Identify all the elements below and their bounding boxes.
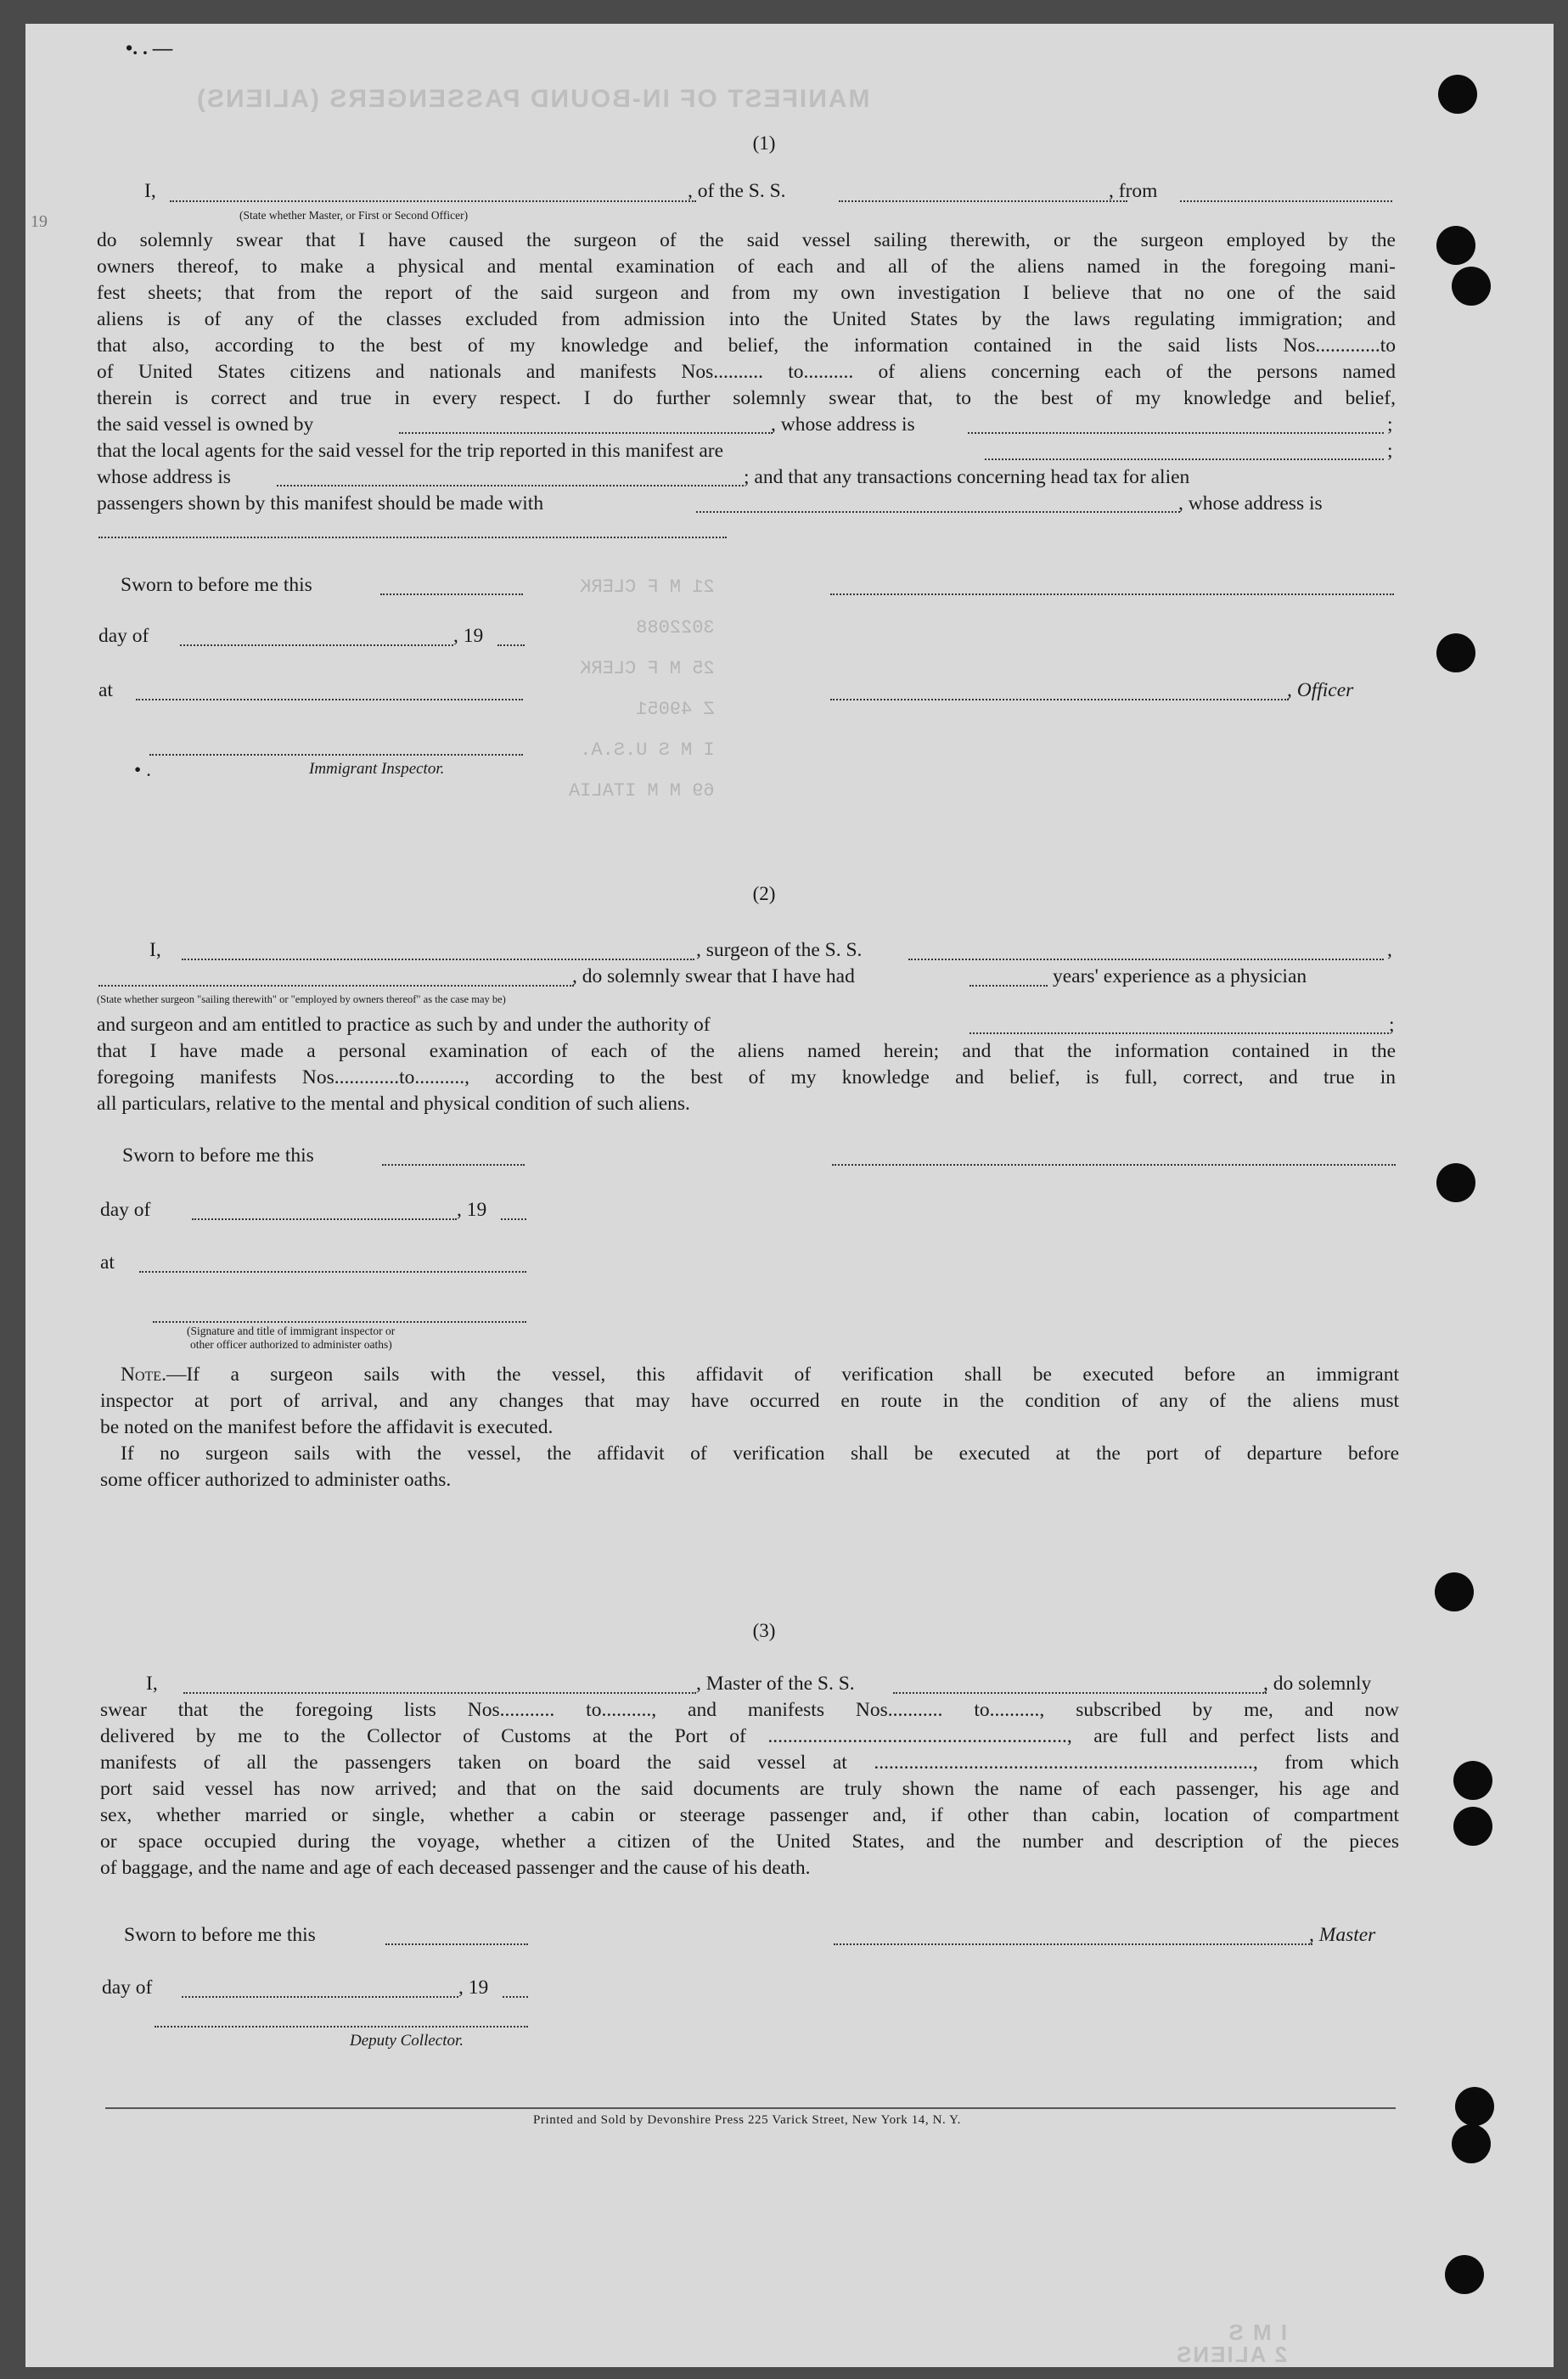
agents-address-field[interactable] bbox=[277, 485, 744, 486]
day-of-label-1: day of bbox=[98, 625, 149, 647]
years-experience-field[interactable] bbox=[969, 985, 1048, 987]
experience-label: years' experience as a physician bbox=[1053, 965, 1307, 987]
inspector-signature-field-2[interactable] bbox=[153, 1321, 526, 1323]
section-1-line: do solemnly swear that I have caused the surgeon of the said vessel sailing therewith, or the surgeon employed by the bbox=[97, 229, 1396, 251]
section-3-line: port said vessel has now arrived; and that on the said documents are truly shown the name of each passenger, his age and bbox=[100, 1778, 1399, 1800]
surgeon-hint: (State whether surgeon "sailing therewith" or "employed by owners thereof" as the case may be) bbox=[97, 993, 506, 1005]
section-1-line: fest sheets; that from the report of the said surgeon and from my own investigation I believe that no one of the said bbox=[97, 282, 1396, 304]
year-field-2[interactable] bbox=[501, 1218, 526, 1220]
sworn-label-1: Sworn to before me this bbox=[121, 574, 312, 596]
semicolon: ; bbox=[1387, 440, 1393, 462]
vessel-name-field[interactable] bbox=[839, 200, 1127, 202]
inspector-dots: • . bbox=[134, 759, 151, 781]
section-1-line: owners thereof, to make a physical and mental examination of each and all of the aliens named in the foregoing mani- bbox=[97, 256, 1396, 278]
master-signature-field[interactable] bbox=[834, 1943, 1312, 1945]
owned-by-label: the said vessel is owned by bbox=[97, 413, 314, 436]
punch-hole bbox=[1436, 226, 1475, 265]
of-ss-label: , of the S. S. bbox=[688, 180, 786, 202]
section-2-lead: I, bbox=[149, 939, 161, 961]
year-label-3: , 19 bbox=[458, 1977, 489, 1999]
section-1-line: therein is correct and true in every respect. I do further solemnly swear that, to the best of my knowledge and belief, bbox=[97, 387, 1396, 409]
sig-hint-line-2: other officer authorized to administer oaths) bbox=[190, 1338, 392, 1351]
punch-hole bbox=[1452, 2124, 1491, 2163]
surgeon-status-field[interactable] bbox=[98, 985, 574, 987]
note-block bbox=[100, 1362, 1399, 1493]
authority-label: and surgeon and am entitled to practice as such by and under the authority of bbox=[97, 1014, 711, 1036]
owner-address-field[interactable] bbox=[968, 432, 1384, 434]
particulars-line: all particulars, relative to the mental and physical condition of such aliens. bbox=[97, 1093, 690, 1115]
surgeon-vessel-field[interactable] bbox=[908, 959, 1384, 960]
day-of-field-3[interactable] bbox=[182, 1996, 458, 1998]
punch-hole bbox=[1453, 1761, 1492, 1800]
head-tax-label: ; and that any transactions concerning head tax for alien bbox=[744, 466, 1190, 488]
day-of-field-1[interactable] bbox=[180, 644, 453, 646]
stray-mark-corner: •. . — bbox=[126, 37, 173, 59]
note-line: inspector at port of arrival, and any changes that may have occurred en route in the condition of any of the aliens must bbox=[100, 1390, 1399, 1412]
semicolon: ; bbox=[1387, 413, 1393, 436]
section-2-body bbox=[97, 1038, 1396, 1117]
punch-hole bbox=[1455, 2087, 1494, 2126]
owner-field[interactable] bbox=[399, 432, 773, 434]
agents-address-label: whose address is bbox=[97, 466, 231, 488]
footer-rule bbox=[105, 2107, 1396, 2109]
day-of-label-2: day of bbox=[100, 1199, 151, 1221]
contact-address-field[interactable] bbox=[98, 537, 727, 538]
officer-line[interactable] bbox=[830, 699, 1289, 700]
master-name-field-3[interactable] bbox=[183, 1692, 696, 1694]
punch-hole bbox=[1445, 2255, 1484, 2294]
manifest-verification-page bbox=[25, 24, 1554, 2367]
section-3-lead: I, bbox=[146, 1673, 158, 1695]
sworn-day-field-2[interactable] bbox=[382, 1164, 525, 1166]
section-3-number: (3) bbox=[752, 1620, 776, 1641]
day-of-field-2[interactable] bbox=[192, 1218, 457, 1220]
sworn-label-3: Sworn to before me this bbox=[124, 1924, 316, 1946]
at-label-1: at bbox=[98, 679, 113, 701]
year-label-1: , 19 bbox=[453, 625, 484, 647]
note-line: If no surgeon sails with the vessel, the affidavit of verification shall be executed at the port of departure before bbox=[121, 1443, 1399, 1465]
surgeon-swear-label: , do solemnly swear that I have had bbox=[572, 965, 855, 987]
passengers-label: passengers shown by this manifest should be made with bbox=[97, 492, 544, 515]
year-field-1[interactable] bbox=[497, 644, 525, 646]
examination-line: that I have made a personal examination of each of the aliens named herein; and that the information contained in the bbox=[97, 1040, 1396, 1062]
authority-field[interactable] bbox=[969, 1032, 1389, 1034]
section-3-line: of baggage, and the name and age of each deceased passenger and the cause of his death. bbox=[100, 1857, 811, 1879]
master-hint: (State whether Master, or First or Second Officer) bbox=[239, 209, 469, 222]
section-1-line: that also, according to the best of my knowledge and belief, the information contained in the said lists Nos.............to bbox=[97, 335, 1396, 357]
master-of-label: , Master of the S. S. bbox=[696, 1673, 855, 1695]
from-label: , from bbox=[1109, 180, 1158, 202]
foregoing-line: foregoing manifests Nos.............to.........., according to the best of my knowledge and belief, is full, correct, and true in bbox=[97, 1066, 1396, 1088]
bleed-through-header: MANIFEST OF IN-BOUND PASSENGERS (ALIENS) bbox=[195, 85, 870, 113]
punch-hole bbox=[1452, 267, 1491, 306]
surgeon-signature-field[interactable] bbox=[832, 1164, 1396, 1166]
punch-hole bbox=[1453, 1807, 1492, 1846]
section-2-number: (2) bbox=[752, 883, 776, 904]
deputy-collector-label: Deputy Collector. bbox=[350, 2032, 464, 2050]
section-3-line: swear that the foregoing lists Nos........... to.........., and manifests Nos........... to.........., subscribed by me, and now bbox=[100, 1699, 1399, 1721]
solemnly-label: , do solemnly bbox=[1263, 1673, 1372, 1695]
section-1-number: (1) bbox=[752, 132, 776, 154]
year-field-3[interactable] bbox=[503, 1996, 528, 1998]
sworn-day-field-3[interactable] bbox=[385, 1943, 528, 1945]
section-3-body bbox=[100, 1697, 1399, 1881]
at-label-2: at bbox=[100, 1251, 115, 1274]
printer-credit: Printed and Sold by Devonshire Press 225 Varick Street, New York 14, N. Y. bbox=[532, 2113, 962, 2127]
master-label: , Master bbox=[1309, 1924, 1376, 1946]
section-3-line: manifests of all the passengers taken on board the said vessel at ............................................................................, from which bbox=[100, 1752, 1399, 1774]
section-3-line: sex, whether married or single, whether a cabin or steerage passenger and, if other than cabin, location of compartment bbox=[100, 1804, 1399, 1826]
officer-signature-field[interactable] bbox=[830, 593, 1394, 595]
punch-hole bbox=[1436, 633, 1475, 672]
day-of-label-3: day of bbox=[102, 1977, 153, 1999]
section-1-lead: I, bbox=[144, 180, 156, 202]
sworn-label-2: Sworn to before me this bbox=[122, 1145, 314, 1167]
semicolon: ; bbox=[1389, 1014, 1395, 1036]
local-agents-field[interactable] bbox=[985, 458, 1384, 460]
master-name-field[interactable] bbox=[170, 200, 696, 202]
note-label: Note. bbox=[121, 1364, 166, 1386]
sworn-day-field-1[interactable] bbox=[380, 593, 523, 595]
section-1-line: aliens is of any of the classes excluded from admission into the United States by the laws regulating immigration; and bbox=[97, 308, 1396, 330]
at-field-2[interactable] bbox=[139, 1271, 526, 1273]
owner-address-label: , whose address is bbox=[771, 413, 915, 436]
sig-hint-line-1: (Signature and title of immigrant inspector or bbox=[187, 1324, 396, 1337]
year-label-2: , 19 bbox=[457, 1199, 487, 1221]
note-line: be noted on the manifest before the affidavit is executed. bbox=[100, 1416, 554, 1438]
from-port-field[interactable] bbox=[1180, 200, 1392, 202]
contact-address-label: , whose address is bbox=[1178, 492, 1323, 515]
note-line: some officer authorized to administer oaths. bbox=[100, 1469, 452, 1491]
note-text: —If a surgeon sails with the vessel, this affidavit of verification shall be executed before an immigrant bbox=[166, 1364, 1399, 1386]
vessel-name-field-3[interactable] bbox=[893, 1692, 1267, 1694]
at-field-1[interactable] bbox=[136, 699, 523, 700]
head-tax-contact-field[interactable] bbox=[696, 511, 1180, 513]
deputy-collector-signature-field[interactable] bbox=[155, 2026, 528, 2027]
punch-hole bbox=[1435, 1572, 1474, 1611]
bleed-through-stamp: I M S 2 ALIENS bbox=[1175, 2320, 1288, 2367]
surgeon-name-field[interactable] bbox=[182, 959, 694, 960]
officer-label: , Officer bbox=[1287, 679, 1354, 701]
punch-hole bbox=[1438, 75, 1477, 114]
note-line-1 bbox=[100, 1362, 1399, 1388]
stray-mark-left: 19 bbox=[31, 212, 48, 231]
section-3-line: or space occupied during the voyage, whether a citizen of the United States, and the number and description of the pieces bbox=[100, 1831, 1399, 1853]
section-1-line: of United States citizens and nationals and manifests Nos.......... to.......... of aliens concerning each of the persons named bbox=[97, 361, 1396, 383]
section-3-line: delivered by me to the Collector of Customs at the Port of ............................................................, are full and perfect lists and bbox=[100, 1725, 1399, 1747]
local-agents-label: that the local agents for the said vessel for the trip reported in this manifest are bbox=[97, 440, 724, 462]
comma: , bbox=[1387, 939, 1392, 961]
bleed-through-block: 21 M F CLERK 3022088 25 M F CLERK Z 49051 I M S U.S.A. 69 M M ITALIA bbox=[569, 576, 715, 801]
section-1-body bbox=[97, 228, 1396, 412]
punch-hole bbox=[1436, 1163, 1475, 1202]
surgeon-of-label: , surgeon of the S. S. bbox=[696, 939, 863, 961]
inspector-label: Immigrant Inspector. bbox=[309, 760, 445, 778]
